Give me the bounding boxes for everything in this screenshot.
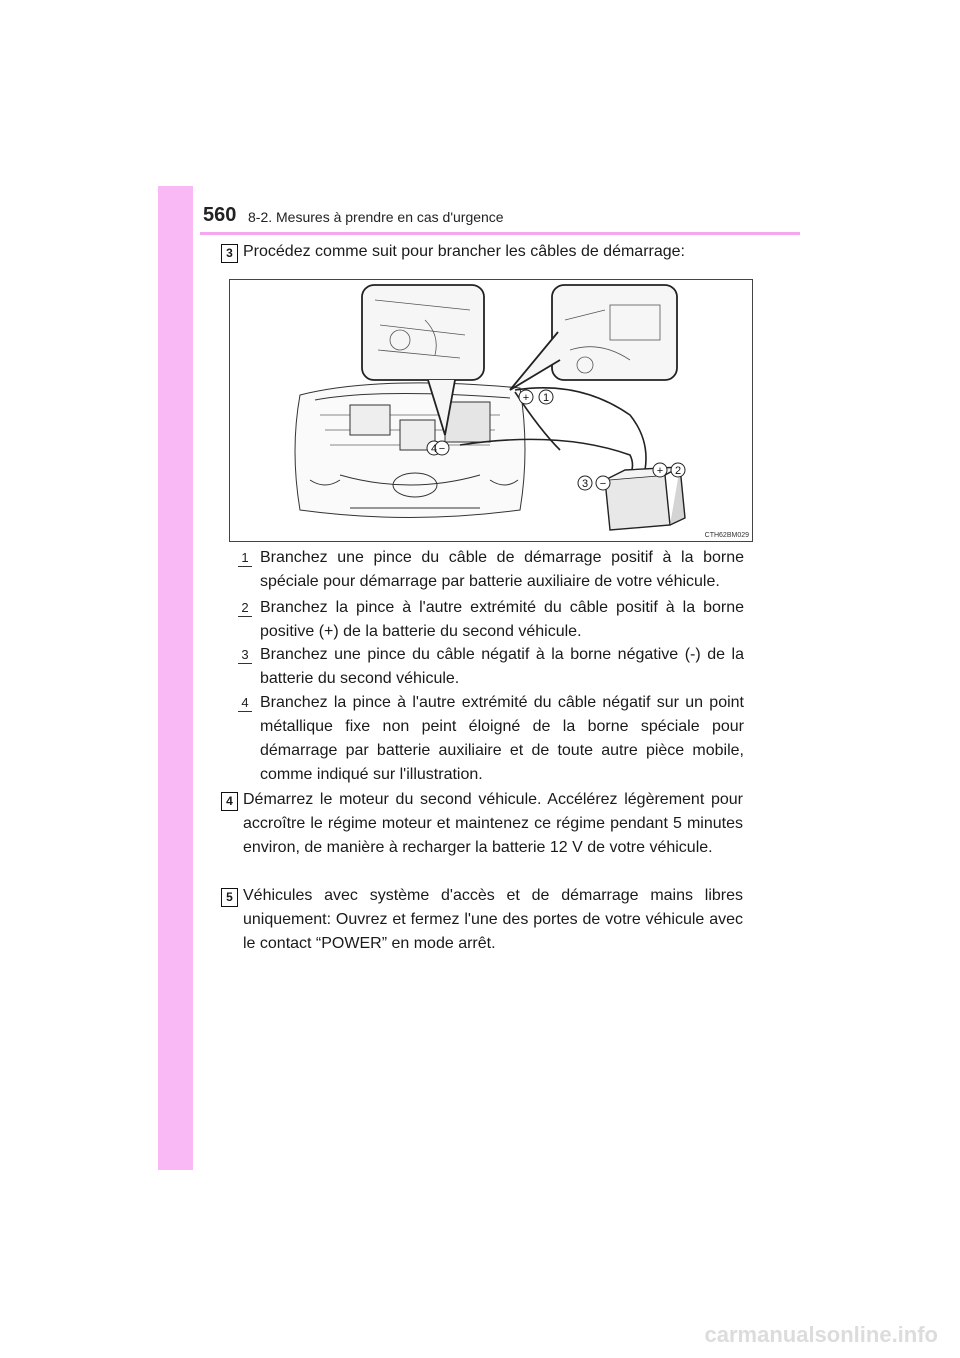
step-badge: 4 — [221, 792, 238, 811]
substep-number: 1 — [238, 550, 252, 567]
callout-3: 3 — [581, 478, 589, 490]
substep-text: Branchez la pince à l'autre extrémité du câble négatif sur un point métallique fixe non peint éloigné de la borne spéciale pour démarrage par batterie auxiliaire et de toute autre pièce mobile, comme indiqué sur l'illustration. — [260, 694, 744, 783]
illustration-drawing — [230, 280, 752, 541]
substep-text: Branchez une pince du câble négatif à la borne négative (-) de la batterie du second véhicule. — [260, 646, 744, 687]
substep-text: Branchez la pince à l'autre extrémité du câble positif à la borne positive (+) de la batterie du second véhicule. — [260, 599, 744, 640]
step-text: Procédez comme suit pour brancher les câbles de démarrage: — [243, 243, 685, 260]
page-number: 560 — [203, 204, 237, 226]
plus-sign-2: + — [656, 465, 664, 477]
callout-1: 1 — [542, 392, 550, 404]
callout-4: 4 — [430, 443, 438, 455]
figure-code: CTH62BM029 — [704, 532, 749, 539]
step-badge: 3 — [221, 244, 238, 263]
step-text: Démarrez le moteur du second véhicule. Accélérez légèrement pour accroître le régime moteur et maintenez ce régime pendant 5 minutes environ, de manière à recharger la batterie 12 V de votre véhicule. — [243, 791, 743, 856]
minus-sign-3: − — [599, 478, 607, 490]
callout-2: 2 — [674, 465, 682, 477]
substep-number: 4 — [238, 695, 252, 712]
section-title: 8-2. Mesures à prendre en cas d'urgence — [248, 209, 504, 225]
substep-number: 3 — [238, 647, 252, 664]
chapter-tab-band — [158, 186, 193, 1170]
substep-text: Branchez une pince du câble de démarrage positif à la borne spéciale pour démarrage par batterie auxiliaire de votre véhicule. — [260, 549, 744, 590]
step-badge: 5 — [221, 888, 238, 907]
plus-sign-1: + — [522, 392, 530, 404]
substep-number: 2 — [238, 600, 252, 617]
step-text: Véhicules avec système d'accès et de démarrage mains libres uniquement: Ouvrez et fermez l'une des portes de votre véhicule avec le contact “POWER” en mode arrêt. — [243, 887, 743, 952]
jump-start-illustration — [229, 279, 753, 542]
footer-watermark: carmanualsonline.info — [704, 1322, 938, 1347]
minus-sign-4: − — [438, 443, 446, 455]
header-rule — [200, 232, 800, 235]
